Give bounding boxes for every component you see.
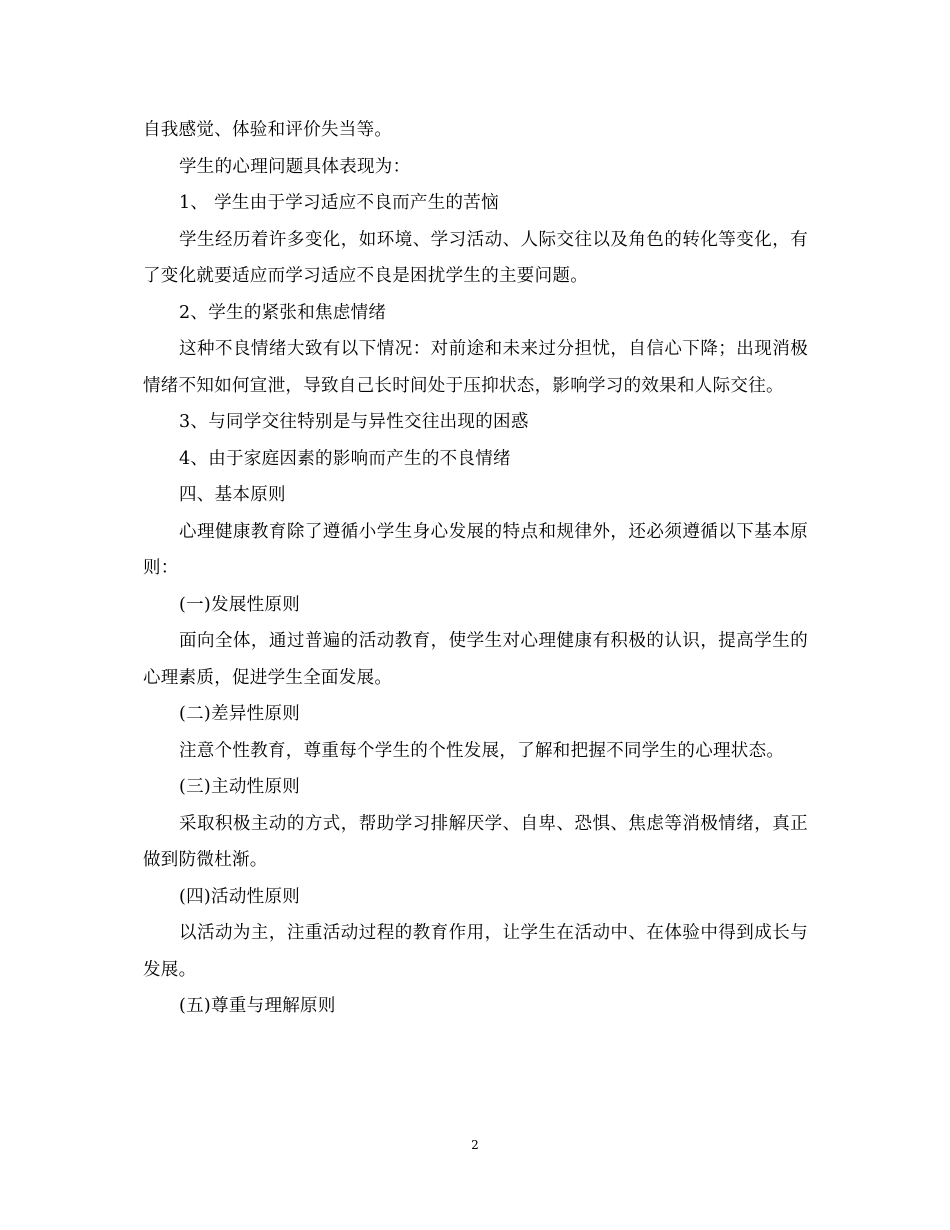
paragraph: 面向全体，通过普遍的活动教育，使学生对心理健康有积极的认识，提高学生的心理素质，促进学生全面发展。 (143, 631, 808, 688)
paragraph: 注意个性教育，尊重每个学生的个性发展，了解和把握不同学生的心理状态。 (179, 740, 785, 761)
paragraph-intro: 学生的心理问题具体表现为： (179, 156, 411, 177)
subsection-heading: (二)差异性原则 (179, 704, 301, 724)
list-item-heading: 3、与同学交往特别是与异性交往出现的困惑 (179, 412, 529, 432)
subsection-heading: (五)尊重与理解原则 (179, 996, 336, 1016)
list-item-heading: 2、学生的紧张和焦虑情绪 (179, 302, 387, 323)
paragraph: 这种不良情绪大致有以下情况：对前途和未来过分担忧，自信心下降；出现消极情绪不知如何宣泄，导致自己长时间处于压抑状态，影响学习的效果和人际交往。 (143, 339, 808, 396)
paragraph: 学生经历着许多变化，如环境、学习活动、人际交往以及角色的转化等变化，有了变化就要适应而学习适应不良是困扰学生的主要问题。 (143, 229, 808, 286)
subsection-heading: (三)主动性原则 (179, 777, 301, 797)
paragraph: 以活动为主，注重活动过程的教育作用，让学生在活动中、在体验中得到成长与发展。 (143, 923, 808, 980)
subsection-heading: (四)活动性原则 (179, 886, 301, 907)
section-heading: 四、基本原则 (179, 485, 286, 505)
list-item-heading: 1、 学生由于学习适应不良而产生的苦恼 (179, 193, 499, 213)
subsection-heading: (一)发展性原则 (179, 594, 301, 615)
page-number: 2 (471, 1138, 479, 1152)
paragraph: 采取积极主动的方式，帮助学习排解厌学、自卑、恐惧、焦虑等消极情绪，真正做到防微杜渐。 (143, 813, 808, 870)
paragraph: 心理健康教育除了遵循小学生身心发展的特点和规律外，还必须遵循以下基本原则： (143, 521, 808, 578)
paragraph-continuation: 自我感觉、体验和评价失当等。 (143, 120, 393, 140)
body-text (143, 112, 808, 1025)
list-item-heading: 4、由于家庭因素的影响而产生的不良情绪 (179, 448, 511, 469)
